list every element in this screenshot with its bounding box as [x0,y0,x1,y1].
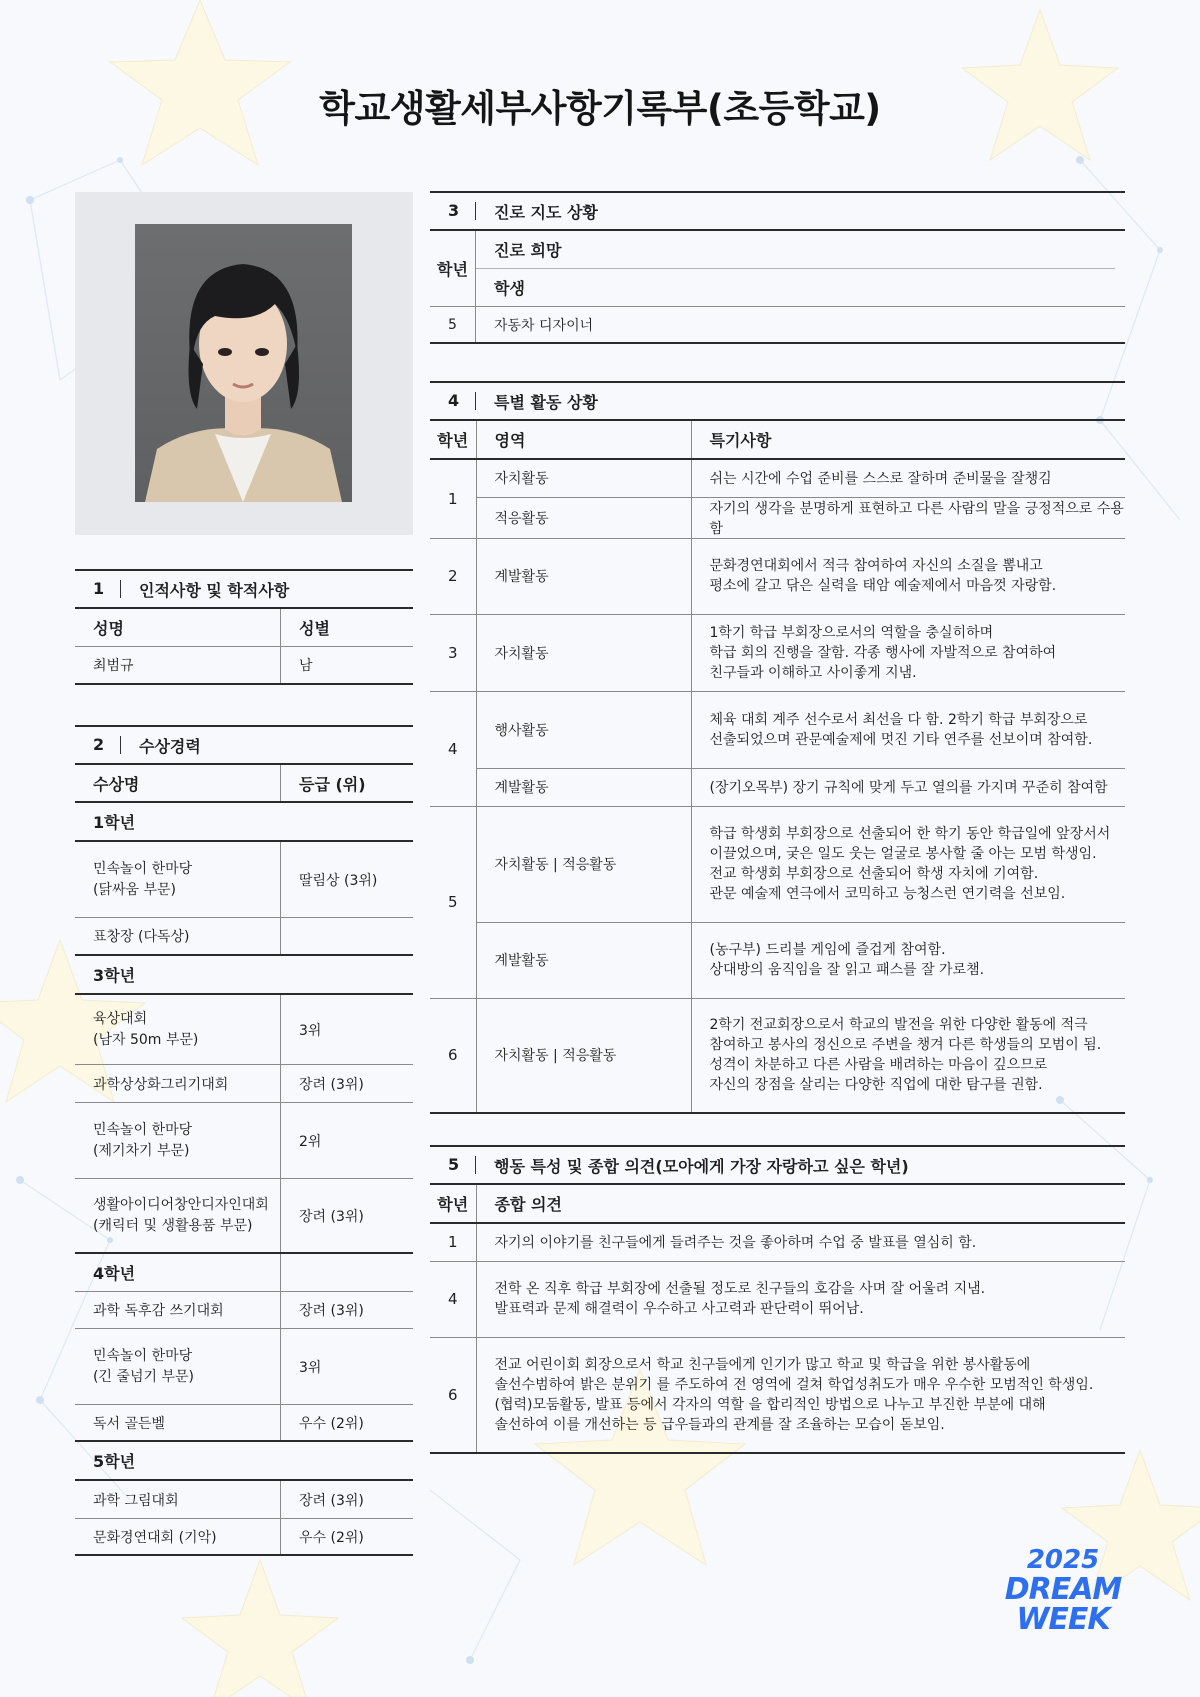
activity-year: 5 [430,806,476,998]
award-grade: 3위 [299,1022,322,1039]
year-header: 학년 [430,1185,476,1223]
career-year-label: 학년 [430,231,476,306]
opinion-year: 6 [430,1337,476,1453]
activity-year: 6 [430,998,476,1113]
award-grade: 3위 [299,1359,322,1376]
award-name-header: 수상명 [93,774,140,794]
activity-year: 1 [430,459,476,538]
activity-area: 계발활동 [476,538,691,614]
activity-area: 계발활동 [476,922,691,998]
name-label: 성명 [93,619,124,638]
award-name: 육상대회 (남자 50m 부문) [93,1010,199,1048]
logo-line1: DREAM [1004,1572,1122,1607]
activity-note: (장기오목부) 장기 규칙에 맞게 두고 열의를 가지며 꾸준히 참여함 [691,768,1125,806]
award-name: 표창장 (다독상) [93,929,190,945]
award-grade: 장려 (3위) [299,1076,364,1093]
activity-area: 계발활동 [476,768,691,806]
section-title: 행동 특성 및 종합 의견(모아에게 가장 자랑하고 싶은 학년) [494,1156,909,1176]
activity-year: 4 [430,691,476,806]
section-title: 인적사항 및 학적사항 [139,580,290,600]
activity-note: 자기의 생각을 분명하게 표현하고 다른 사람의 말을 긍정적으로 수용함 [691,497,1125,538]
activity-note: 문화경연대회에서 적극 참여하여 자신의 소질을 뽐내고 평소에 갈고 닦은 실력을 태암 예술제에서 마음껏 자랑함. [691,538,1125,614]
activity-area: 자치활동 [476,459,691,497]
opinion-text: 전교 어린이회 회장으로서 학교 친구들에게 인기가 많고 학교 및 학급을 위한 봉사활동에 솔선수범하여 밝은 분위기 를 주도하여 전 영역에 걸쳐 학업성취도가 매우 우수한 모범적인 학생임. (협력)모둠활동, 발표 등에서 각자의 역할 을 합리적인 방법으로 나누고 부진한 부분에 대해 솔선하여 이를 개선하는 등 급우들과의 관계를 잘 조율하는 모습이 돋보임. [476,1337,1125,1453]
section-number: 2 [75,736,121,754]
award-grade: 장려 (3위) [299,1303,364,1319]
section-awards [75,725,413,1556]
award-name: 문화경연대회 (기악) [93,1529,217,1546]
career-year: 5 [430,307,476,342]
activity-year: 3 [430,614,476,691]
section-career [430,191,1125,344]
section-title: 진로 지도 상황 [494,202,598,222]
award-name: 과학 독후감 쓰기대회 [93,1303,224,1319]
activity-area: 자치활동 [476,614,691,691]
activity-area: 적응활동 [476,497,691,538]
section-behavior-opinion [430,1145,1125,1454]
activity-note: 학급 학생회 부회장으로 선출되어 한 학기 동안 학급일에 앞장서서 이끌었으며, 궂은 일도 웃는 얼굴로 봉사할 줄 아는 모범 학생임. 전교 학생회 부회장으로 선출되어 학생 자치에 기여함. 관문 예술제 연극에서 코믹하고 능청스런 연기력을 선보임. [691,806,1125,922]
award-name: 민속놀이 한마당 (닭싸움 부문) [93,860,193,898]
year-header: 학년 [430,421,476,459]
award-group-label: 1학년 [93,813,136,832]
award-name: 과학상상화그리기대회 [93,1076,229,1093]
student-gender: 남 [299,658,313,674]
opinion-text: 전학 온 직후 학급 부회장에 선출될 정도로 친구들의 호감을 사며 잘 어울려 지냄. 발표력과 문제 해결력이 우수하고 사고력과 판단력이 뛰어남. [476,1261,1125,1337]
award-grade: 장려 (3위) [299,1492,364,1509]
activity-area: 자치활동 | 적응활동 [476,806,691,922]
award-group-label: 3학년 [93,966,136,985]
award-grade-header: 등급 (위) [299,774,366,794]
activity-note: 체육 대회 계주 선수로서 최선을 다 함. 2학기 학급 부회장으로 선출되었으며 관문예술제에 멋진 기타 연주를 선보이며 참여함. [691,691,1125,768]
dream-week-logo [998,1545,1128,1635]
award-grade: 우수 (2위) [299,1529,364,1546]
section-title: 특별 활동 상황 [494,392,598,412]
logo-line2: WEEK [1016,1602,1110,1637]
award-name: 생활아이디어창안디자인대회 (캐릭터 및 생활용품 부문) [93,1196,269,1234]
photo-frame [75,192,413,535]
award-name: 민속놀이 한마당 (제기차기 부문) [93,1121,193,1159]
section-number: 4 [430,392,476,410]
career-student-label: 학생 [494,279,525,298]
career-hope-label: 진로 희망 [476,231,1115,269]
award-group-label: 4학년 [93,1264,136,1283]
section-number: 5 [430,1156,476,1174]
section-number: 3 [430,202,476,220]
activity-note: 1학기 학급 부회장으로서의 역할을 충실히하며 학급 회의 진행을 잘함. 각종 행사에 자발적으로 참여하여 친구들과 이해하고 사이좋게 지냄. [691,614,1125,691]
activity-year: 2 [430,538,476,614]
section-title: 수상경력 [139,736,201,756]
logo-year: 2025 [1026,1545,1100,1575]
student-photo [135,224,352,502]
activity-area: 자치활동 | 적응활동 [476,998,691,1113]
student-name: 최범규 [93,658,134,674]
award-name: 민속놀이 한마당 (긴 줄넘기 부문) [93,1347,194,1385]
award-name: 과학 그림대회 [93,1492,179,1509]
section-personal-info [75,569,413,685]
page-title: 학교생활세부사항기록부(초등학교) [319,87,881,130]
area-header: 영역 [476,421,691,459]
career-hope: 자동차 디자이너 [494,317,594,334]
section-number: 1 [75,580,121,598]
opinion-year: 4 [430,1261,476,1337]
note-header: 특기사항 [691,421,1125,459]
activity-note: 2학기 전교회장으로서 학교의 발전을 위한 다양한 활동에 적극 참여하고 봉사의 정신으로 주변을 챙겨 다른 학생들의 모범이 됨. 성격이 차분하고 다른 사람을 배려하는 마음이 깊으므로 자신의 장점을 살리는 다양한 직업에 대한 탐구를 권함. [691,998,1125,1113]
award-grade: 우수 (2위) [299,1415,364,1432]
activity-note: (농구부) 드리블 게임에 즐겁게 참여함. 상대방의 움직임을 잘 읽고 패스를 잘 가로챔. [691,922,1125,998]
award-grade: 2위 [299,1133,322,1150]
activity-area: 행사활동 [476,691,691,768]
opinion-text: 자기의 이야기를 친구들에게 들려주는 것을 좋아하며 수업 중 발표를 열심히 함. [476,1223,1125,1261]
award-grade: 딸림상 (3위) [299,872,378,889]
award-group-label: 5학년 [93,1452,136,1471]
section-special-activities [430,381,1125,1114]
activity-note: 쉬는 시간에 수업 준비를 스스로 잘하며 준비물을 잘챙김 [691,459,1125,497]
opinion-year: 1 [430,1223,476,1261]
award-name: 독서 골든벨 [93,1415,166,1432]
opinion-header: 종합 의견 [476,1185,1125,1223]
gender-label: 성별 [299,619,330,638]
award-grade: 장려 (3위) [299,1208,364,1225]
